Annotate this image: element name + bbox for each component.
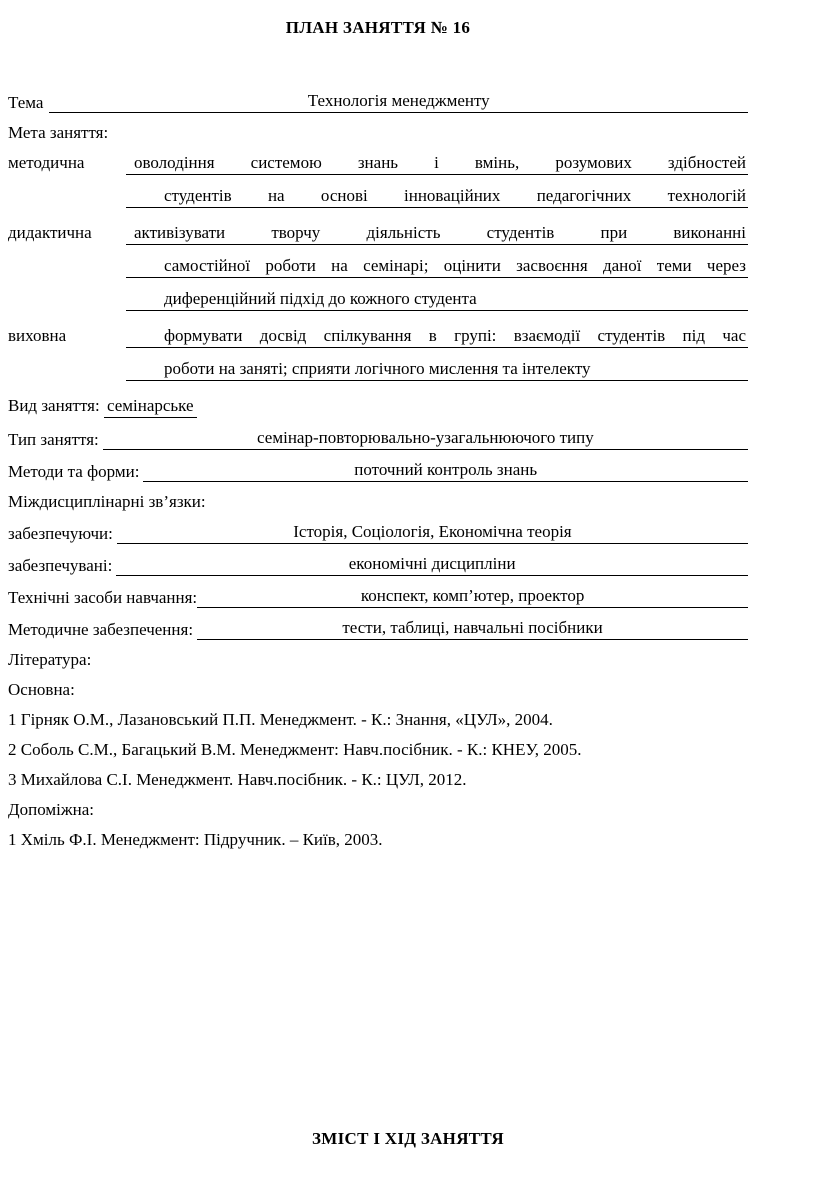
educational-row xyxy=(8,325,748,391)
didactic-lines xyxy=(126,222,748,321)
methodical-label: методична xyxy=(8,153,85,172)
literature-heading: Література: xyxy=(8,650,92,669)
technical-value: конспект, комп’ютер, проектор xyxy=(197,585,748,608)
didactic-line-3: диференційний підхід до кожного студента xyxy=(126,288,748,311)
topic-label: Тема xyxy=(8,93,44,112)
methodical-support-label: Методичне забезпечення: xyxy=(8,620,194,639)
didactic-line-1: активізувати творчу діяльність студентів при виконанні xyxy=(126,222,748,245)
technical-label: Технічні засоби навчання: xyxy=(8,588,198,607)
didactic-label: дидактична xyxy=(8,223,92,242)
lesson-type-value: семінар-повторювально-узагальнюючого типу xyxy=(103,427,748,450)
aim-label: Мета заняття: xyxy=(8,123,109,142)
interdisciplinary-label: Міждисциплінарні зв’язки: xyxy=(8,492,206,511)
literature-item: 1 Гірняк О.М., Лазановський П.П. Менеджмент. - К.: Знання, «ЦУЛ», 2004. xyxy=(8,710,553,729)
lesson-type-row xyxy=(8,427,748,450)
provided-value: економічні дисципліни xyxy=(116,553,748,576)
literature-extra-heading: Допоміжна: xyxy=(8,800,94,819)
educational-line-2: роботи на заняті; сприяти логічного мислення та інтелекту xyxy=(126,358,748,381)
topic-row xyxy=(8,90,748,113)
provided-row xyxy=(8,553,748,576)
provided-label: забезпечувані: xyxy=(8,556,113,575)
providing-value: Історія, Соціологія, Економічна теорія xyxy=(117,521,748,544)
methods-value: поточний контроль знань xyxy=(143,459,748,482)
methodical-row xyxy=(8,152,748,218)
didactic-row xyxy=(8,222,748,321)
methodical-support-row xyxy=(8,617,748,640)
methods-row xyxy=(8,459,748,482)
educational-label: виховна xyxy=(8,326,67,345)
educational-line-1: формувати досвід спілкування в групі: взаємодії студентів під час xyxy=(126,325,748,348)
lesson-type-label: Тип заняття: xyxy=(8,430,99,449)
topic-value: Технологія менеджменту xyxy=(49,90,748,113)
literature-item: 3 Михайлова С.І. Менеджмент. Навч.посібник. - К.: ЦУЛ, 2012. xyxy=(8,770,467,789)
lesson-kind-label: Вид заняття: xyxy=(8,396,100,415)
methods-label: Методи та форми: xyxy=(8,462,140,481)
lesson-kind-value: семінарське xyxy=(104,395,197,418)
educational-lines xyxy=(126,325,748,391)
providing-label: забезпечуючи: xyxy=(8,524,113,543)
providing-row xyxy=(8,521,748,544)
page-title: ПЛАН ЗАНЯТТЯ № 16 xyxy=(285,18,471,37)
methodical-lines xyxy=(126,152,748,218)
literature-item: 2 Соболь С.М., Багацький В.М. Менеджмент: Навч.посібник. - К.: КНЕУ, 2005. xyxy=(8,740,582,759)
methodical-support-value: тести, таблиці, навчальні посібники xyxy=(197,617,748,640)
didactic-line-2: самостійної роботи на семінарі; оцінити засвоєння даної теми через xyxy=(126,255,748,278)
literature-item: 1 Хміль Ф.І. Менеджмент: Підручник. – Київ, 2003. xyxy=(8,830,383,849)
methodical-line-1: оволодіння системою знань і вмінь, розумових здібностей xyxy=(126,152,748,175)
title-spacer xyxy=(8,38,748,90)
technical-row xyxy=(8,585,748,608)
lesson-kind-row xyxy=(8,395,748,418)
methodical-line-2: студентів на основі інноваційних педагогічних технологій xyxy=(126,185,748,208)
literature-main-heading: Основна: xyxy=(8,680,75,699)
footer-title: ЗМІСТ І ХІД ЗАНЯТТЯ xyxy=(312,1129,504,1148)
